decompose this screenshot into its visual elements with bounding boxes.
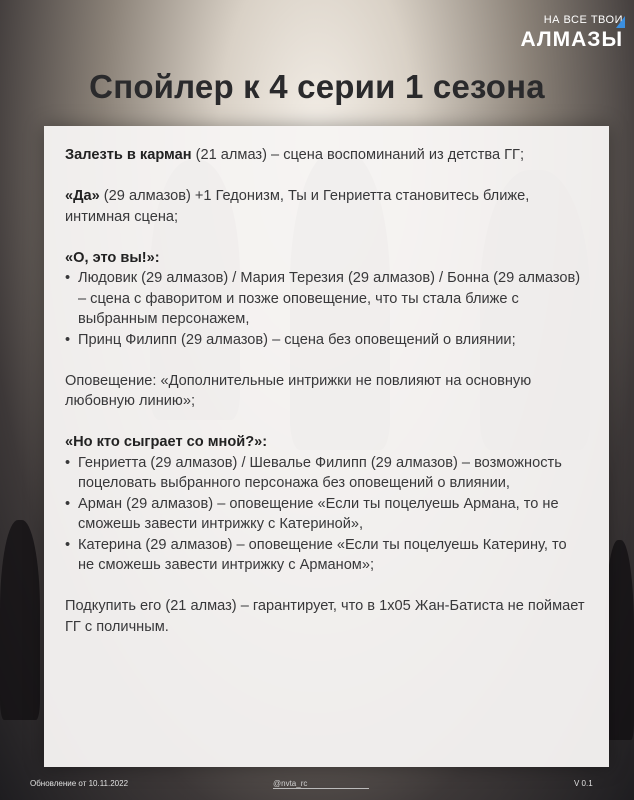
block-yes-text: (29 алмазов) +1 Гедонизм, Ты и Генриетта становитесь ближе, интимная сцена; xyxy=(65,188,530,225)
list-item-text: Генриетта (29 алмазов) / Шевалье Филипп (29 алмазов) – возможность поцеловать выбранного персонажа без оповещений о влиянии, xyxy=(78,454,562,491)
bullet-icon: • xyxy=(65,270,71,286)
block-oh-heading: «О, это вы!»: xyxy=(65,249,160,266)
footer-version: V 0.1 xyxy=(574,779,593,788)
diamond-icon xyxy=(616,16,625,28)
logo-line-2: АЛМАЗЫ xyxy=(520,28,623,51)
chess-piece-left xyxy=(0,520,40,720)
bullet-icon: • xyxy=(65,495,71,512)
block-who-heading: «Но кто сыграет со мной?»: xyxy=(65,434,268,450)
chess-piece-right xyxy=(605,540,634,740)
block-oh-list xyxy=(65,268,585,350)
block-yes-bold: «Да» xyxy=(65,188,100,204)
footer-handle: @nvta_rc xyxy=(273,779,369,789)
list-item xyxy=(65,453,585,494)
list-item xyxy=(65,268,585,330)
block-pocket-text: (21 алмаз) – сцена воспоминаний из детства ГГ; xyxy=(191,147,524,163)
spoiler-content xyxy=(65,145,585,637)
list-item-text: Катерина (29 алмазов) – оповещение «Если ты поцелуешь Катерину, то не сможешь завести интрижку с Арманом»; xyxy=(78,536,567,573)
logo-line-1: НА ВСЕ ТВОИ xyxy=(543,14,623,26)
brand-logo xyxy=(519,14,623,66)
list-item-text: Людовик (29 алмазов) / Мария Терезия (29 алмазов) / Бонна (29 алмазов) – сцена с фаворитом и позже оповещение, что ты стала ближе с выбранным персонажем, xyxy=(78,270,581,327)
block-who-list xyxy=(65,453,585,576)
block-notification: Оповещение: «Дополнительные интрижки не повлияют на основную любовную линию»; xyxy=(65,372,532,409)
list-item-text: Принц Филипп (29 алмазов) – сцена без оповещений о влиянии; xyxy=(78,331,516,348)
block-pocket xyxy=(65,145,585,166)
list-item xyxy=(65,494,585,535)
page-title: Спойлер к 4 серии 1 сезона xyxy=(89,68,545,105)
block-bribe: Подкупить его (21 алмаз) – гарантирует, что в 1х05 Жан-Батиста не поймает ГГ с поличным. xyxy=(65,598,585,635)
list-item xyxy=(65,535,585,576)
bullet-icon: • xyxy=(65,536,71,553)
list-item-text: Арман (29 алмазов) – оповещение «Если ты поцелуешь Армана, то не сможешь завести интрижку с Катериной», xyxy=(78,495,559,532)
block-yes xyxy=(65,186,585,227)
bullet-icon: • xyxy=(65,454,71,471)
footer-update-date: Обновление от 10.11.2022 xyxy=(30,779,129,788)
list-item xyxy=(65,330,585,351)
bullet-icon: • xyxy=(65,331,71,348)
block-pocket-bold: Залезть в карман xyxy=(65,147,192,163)
